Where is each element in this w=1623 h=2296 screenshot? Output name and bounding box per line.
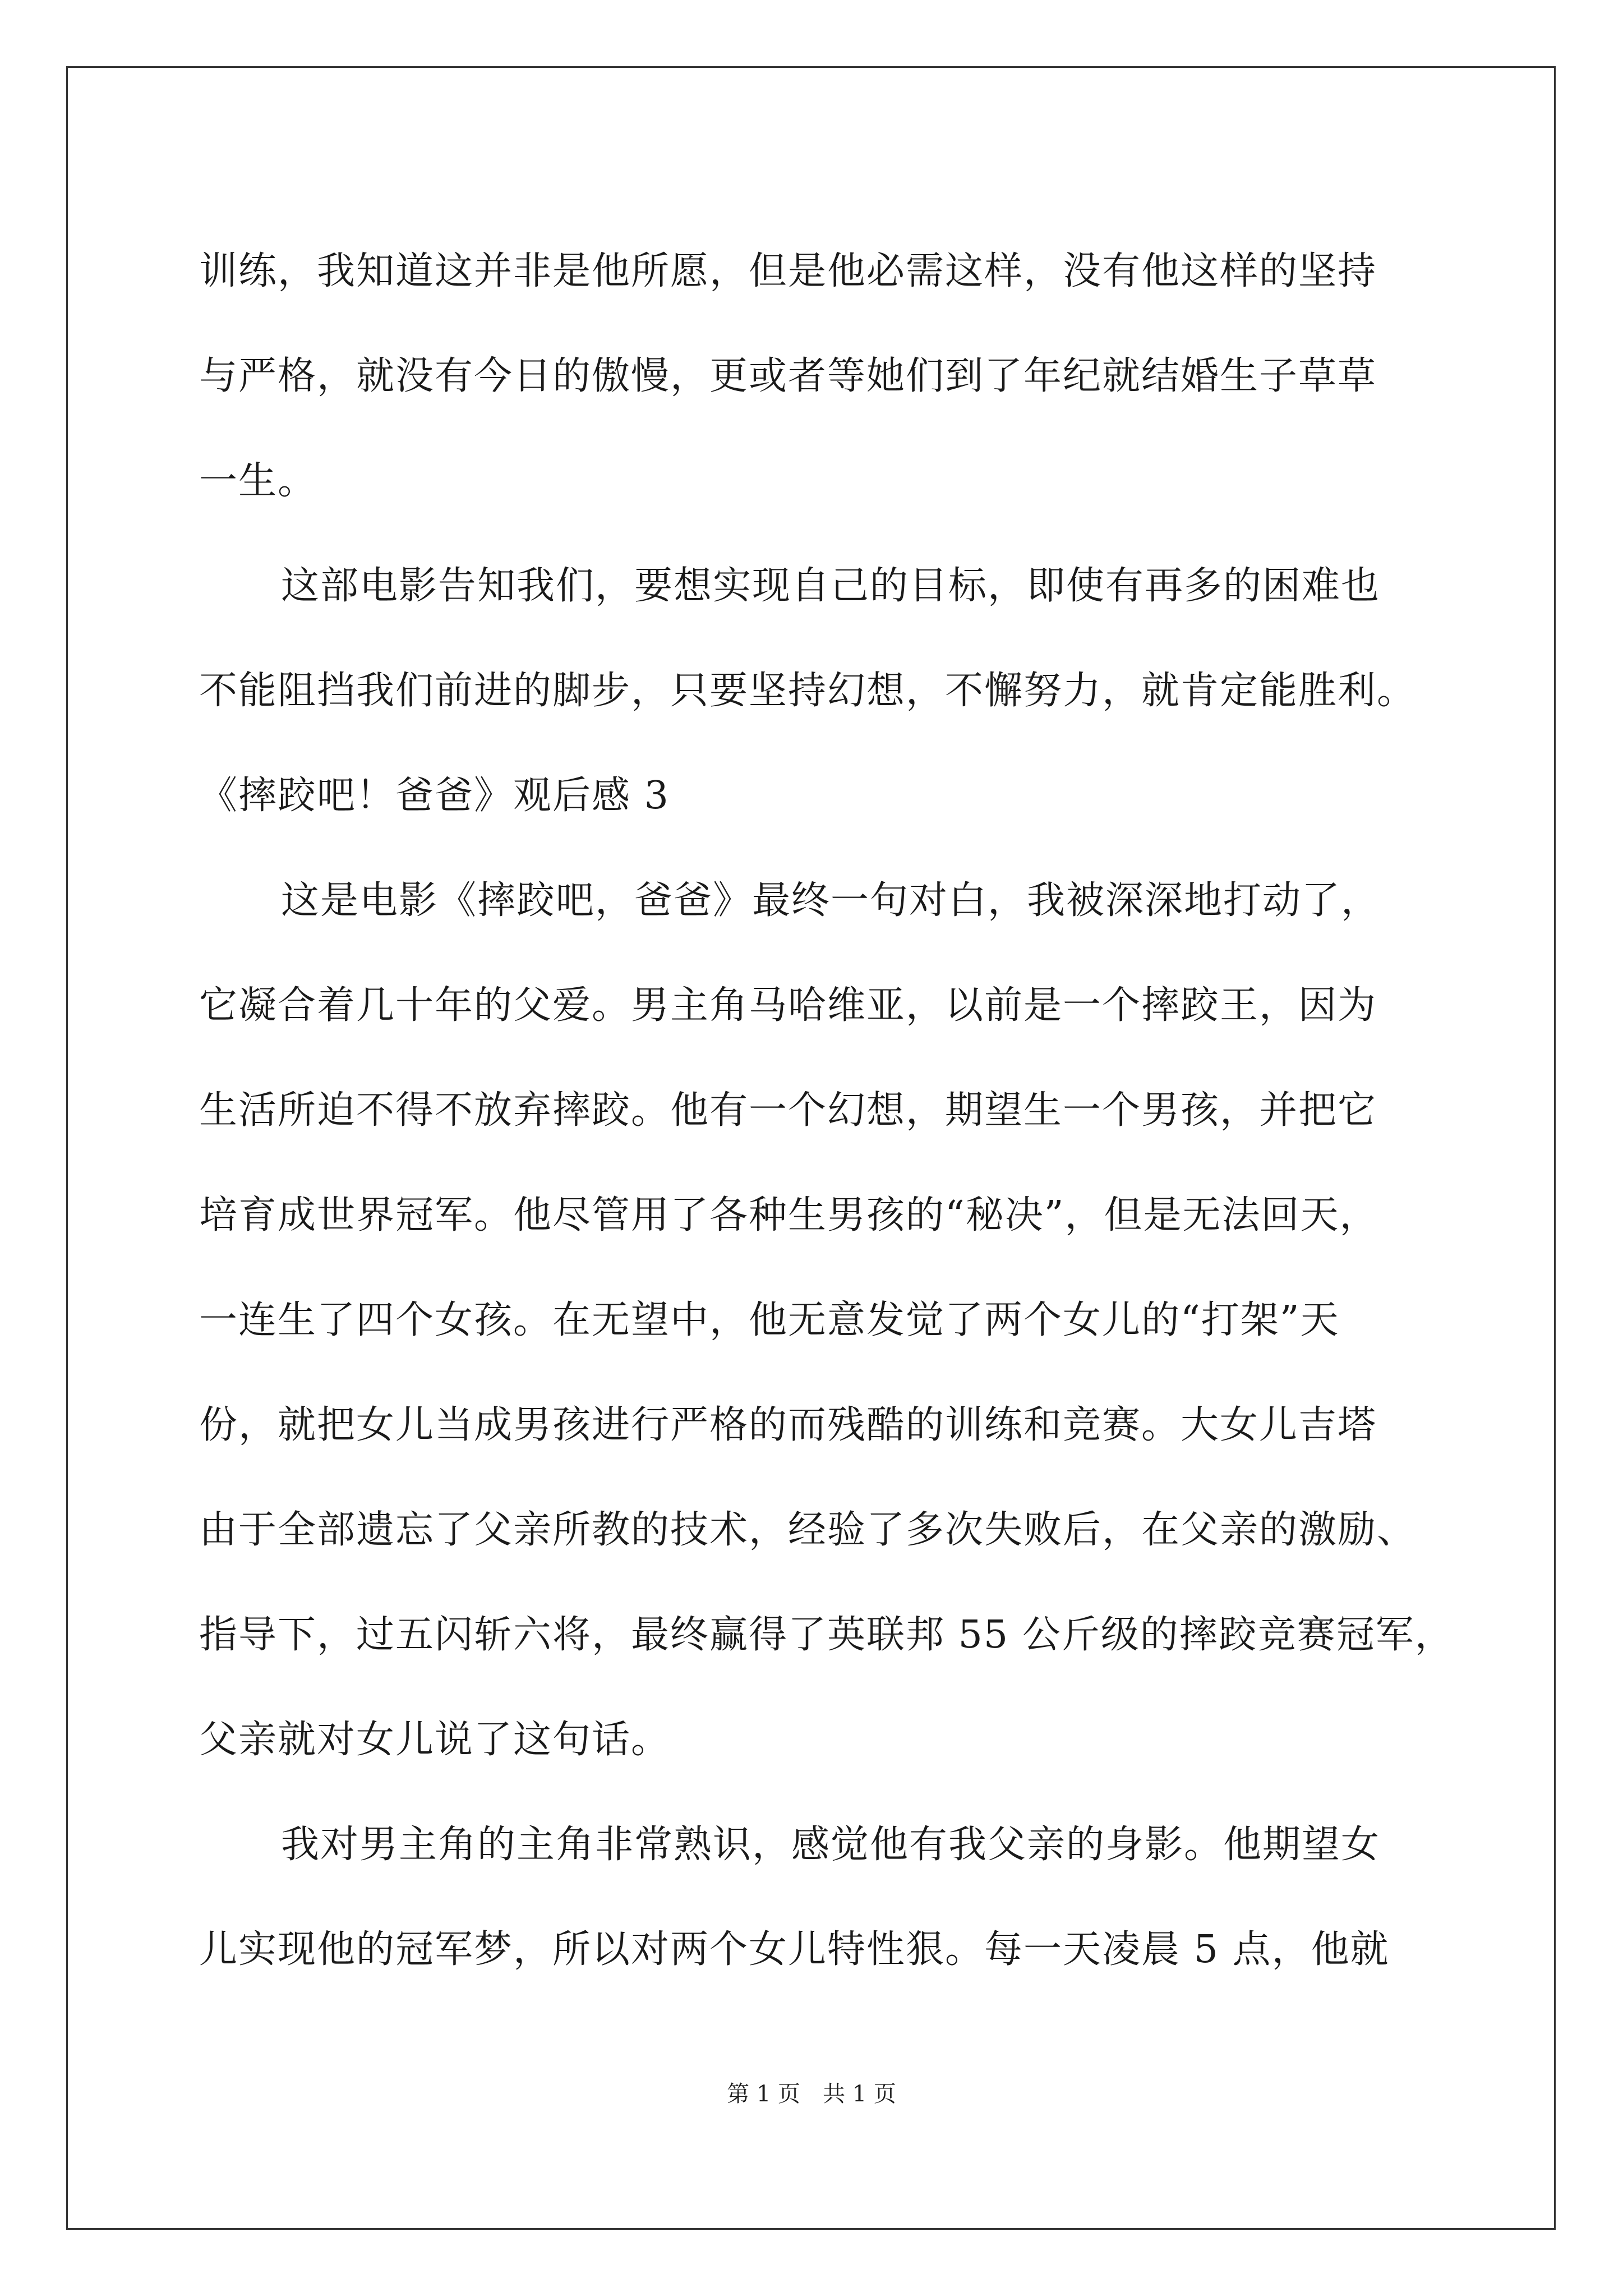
paragraph-start-line: 这部电影告知我们，要想实现自己的目标，即使有再多的困难也 [281, 564, 1381, 608]
text-line: 训练，我知道这并非是他所愿，但是他必需这样，没有他这样的坚持 [199, 249, 1377, 293]
text-line: 一连生了四个女孩。在无望中，他无意发觉了两个女儿的“打架”天 [199, 1298, 1340, 1342]
text-line: 儿实现他的冠军梦，所以对两个女儿特性狠。每一天凌晨 5 点，他就 [199, 1927, 1390, 1972]
document-body [199, 219, 1454, 2002]
paragraph-start-line: 这是电影《摔跤吧，爸爸》最终一句对白，我被深深地打动了， [281, 878, 1381, 923]
text-line: 不能阻挡我们前进的脚步，只要坚持幻想，不懈努力，就肯定能胜利。 [199, 669, 1417, 713]
text-line: 份，就把女儿当成男孩进行严格的而残酷的训练和竞赛。大女儿吉塔 [199, 1403, 1377, 1447]
page-footer: 第 1 页 共 1 页 [727, 2081, 896, 2107]
text-line: 父亲就对女儿说了这句话。 [199, 1718, 671, 1762]
text-line: 生活所迫不得不放弃摔跤。他有一个幻想，期望生一个男孩，并把它 [199, 1088, 1377, 1133]
paragraph-start-line: 我对男主角的主角非常熟识，感觉他有我父亲的身影。他期望女 [281, 1823, 1381, 1867]
section-heading: 《摔跤吧！爸爸》观后感 3 [199, 774, 670, 818]
text-line: 指导下，过五闪斩六将，最终赢得了英联邦 55 公斤级的摔跤竞赛冠军， [199, 1613, 1454, 1657]
text-line: 由于全部遗忘了父亲所教的技术，经验了多次失败后，在父亲的激励、 [199, 1508, 1417, 1552]
text-line: 一生。 [199, 459, 317, 503]
text-line: 与严格，就没有今日的傲慢，更或者等她们到了年纪就结婚生子草草 [199, 354, 1377, 398]
text-line: 培育成世界冠军。他尽管用了各种生男孩的“秘决”，但是无法回天， [199, 1193, 1379, 1237]
text-line: 它凝合着几十年的父爱。男主角马哈维亚，以前是一个摔跤王，因为 [199, 983, 1377, 1028]
